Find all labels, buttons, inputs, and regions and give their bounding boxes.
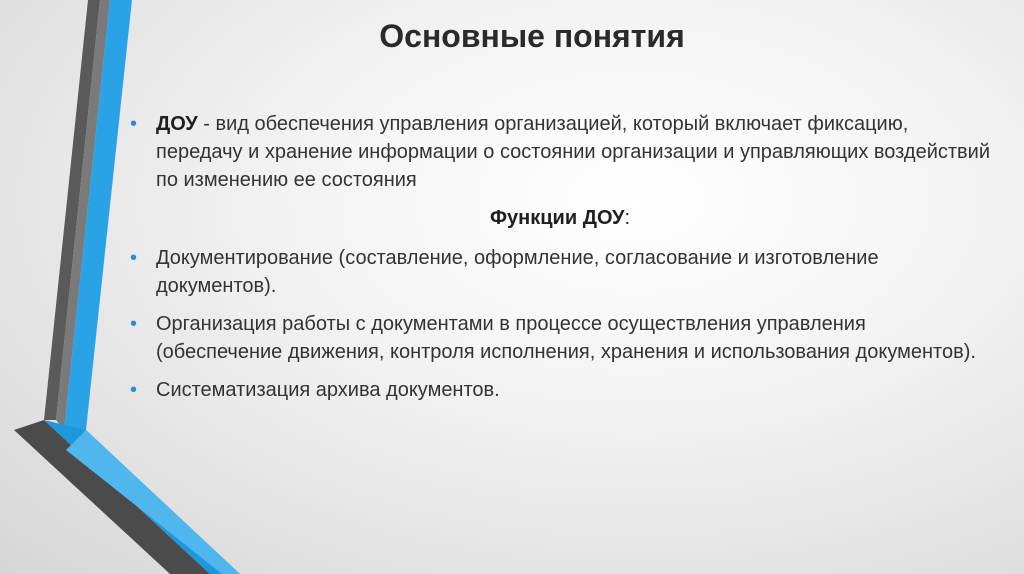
function-item <box>130 376 990 404</box>
functions-heading <box>130 204 990 232</box>
functions-heading-colon: : <box>624 207 631 229</box>
function-item-text: Документирование (составление, оформление, согласование и изготовление документов). <box>156 247 879 297</box>
bullet-icon: • <box>130 313 138 335</box>
function-item-text: Организация работы с документами в процессе осуществления управления (обеспечение движения, контроля исполнения, хранения и использования документов). <box>156 313 976 363</box>
definition-item <box>130 110 990 194</box>
slide-content <box>130 110 990 414</box>
function-item <box>130 244 990 300</box>
definition-term: ДОУ <box>156 113 198 135</box>
slide-title: Основные понятия <box>379 18 685 54</box>
bullet-icon: • <box>130 379 138 401</box>
function-item <box>130 310 990 366</box>
bullet-icon: • <box>130 247 138 269</box>
bullet-icon: • <box>130 113 138 135</box>
definition-text: - вид обеспечения управления организацией, который включает фиксацию, передачу и хранение информации о состоянии организации и управляющих воздействий по изменению ее состояния <box>156 113 991 191</box>
function-item-text: Систематизация архива документов. <box>156 379 500 401</box>
functions-heading-text: Функции ДОУ <box>489 207 625 229</box>
gray-stripe-diagonal <box>14 420 210 574</box>
